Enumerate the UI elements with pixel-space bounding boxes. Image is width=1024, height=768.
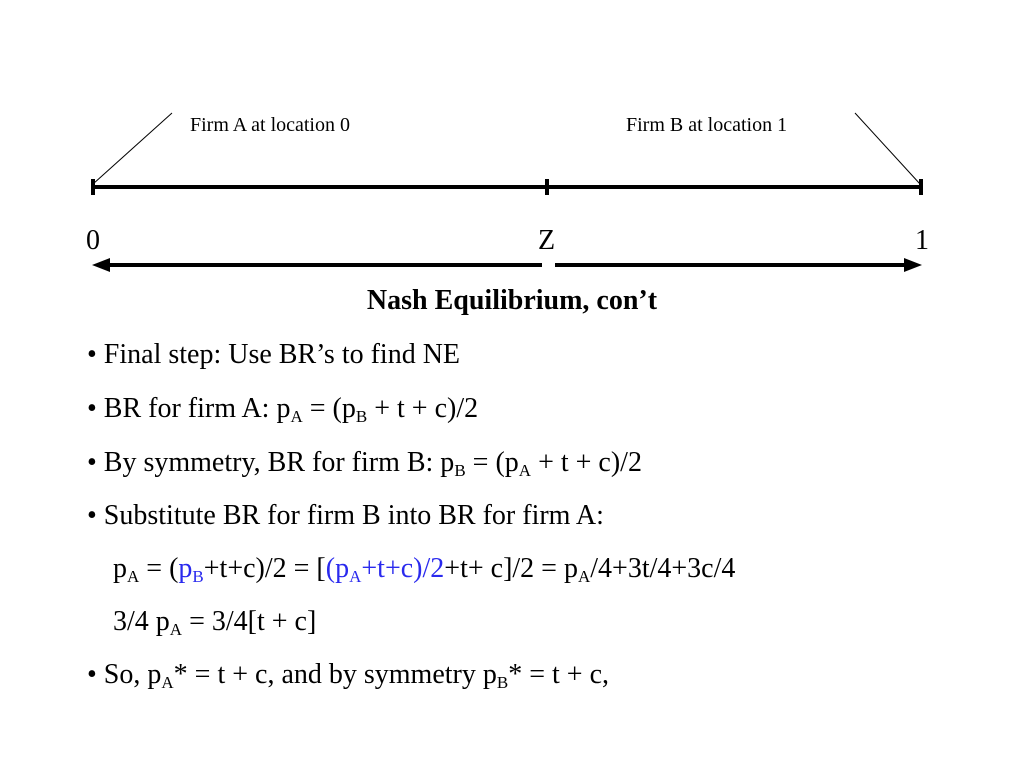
firm-a-label: Firm A at location 0	[190, 114, 350, 136]
highlight-subscript: B	[192, 567, 204, 586]
firm-b-label: Firm B at location 1	[626, 114, 788, 136]
subscript: A	[518, 461, 532, 480]
axis-label-1: 1	[915, 225, 929, 256]
subscript: A	[169, 620, 183, 639]
highlight-text: p	[178, 553, 193, 584]
subscript: B	[496, 673, 509, 692]
bullet-final-step: • Final step: Use BR’s to find NE	[87, 339, 461, 370]
firm-b-leader-line	[855, 113, 920, 184]
axis-label-z: Z	[538, 225, 556, 256]
text: = (p	[302, 393, 356, 424]
text: * = t + c,	[508, 659, 609, 690]
text: /4+3t/4+3c/4	[590, 553, 736, 584]
text: • By symmetry, BR for firm B: p	[87, 447, 455, 478]
location-diagram	[0, 0, 1024, 300]
line-diagram-svg	[0, 0, 1024, 300]
highlight-text: (p	[325, 553, 350, 584]
left-arrowhead	[92, 258, 110, 272]
highlight-text: +t+c)/2	[361, 553, 445, 584]
text: • So, p	[87, 659, 162, 690]
subscript: A	[127, 567, 140, 586]
equation-substitution	[113, 552, 735, 586]
text: p	[113, 553, 127, 584]
text: * = t + c, and by symmetry p	[173, 659, 497, 690]
subscript: A	[577, 567, 591, 586]
axis-label-0: 0	[86, 225, 100, 256]
subscript: A	[290, 407, 303, 426]
text: + t + c)/2	[531, 447, 642, 478]
text: = 3/4[t + c]	[182, 606, 317, 637]
text: • BR for firm A: p	[87, 393, 291, 424]
subscript: A	[161, 673, 174, 692]
right-arrowhead	[904, 258, 922, 272]
subscript: B	[355, 407, 368, 426]
bullet-br-firm-b	[87, 446, 642, 480]
text: 3/4 p	[113, 606, 170, 637]
subscript: B	[454, 461, 466, 480]
firm-a-leader-line	[93, 113, 172, 184]
bullet-substitute: • Substitute BR for firm B into BR for firm A:	[87, 500, 604, 531]
text: + t + c)/2	[367, 393, 479, 424]
text: = (p	[465, 447, 519, 478]
bullet-br-firm-a	[87, 392, 478, 426]
slide-title: Nash Equilibrium, con’t	[366, 285, 658, 316]
equation-simplified	[113, 605, 316, 639]
text: = (	[139, 553, 179, 584]
text: +t+ c]/2 = p	[444, 553, 578, 584]
bullet-conclusion	[87, 658, 609, 692]
highlight-subscript: A	[349, 567, 362, 586]
text: +t+c)/2 = [	[203, 553, 326, 584]
